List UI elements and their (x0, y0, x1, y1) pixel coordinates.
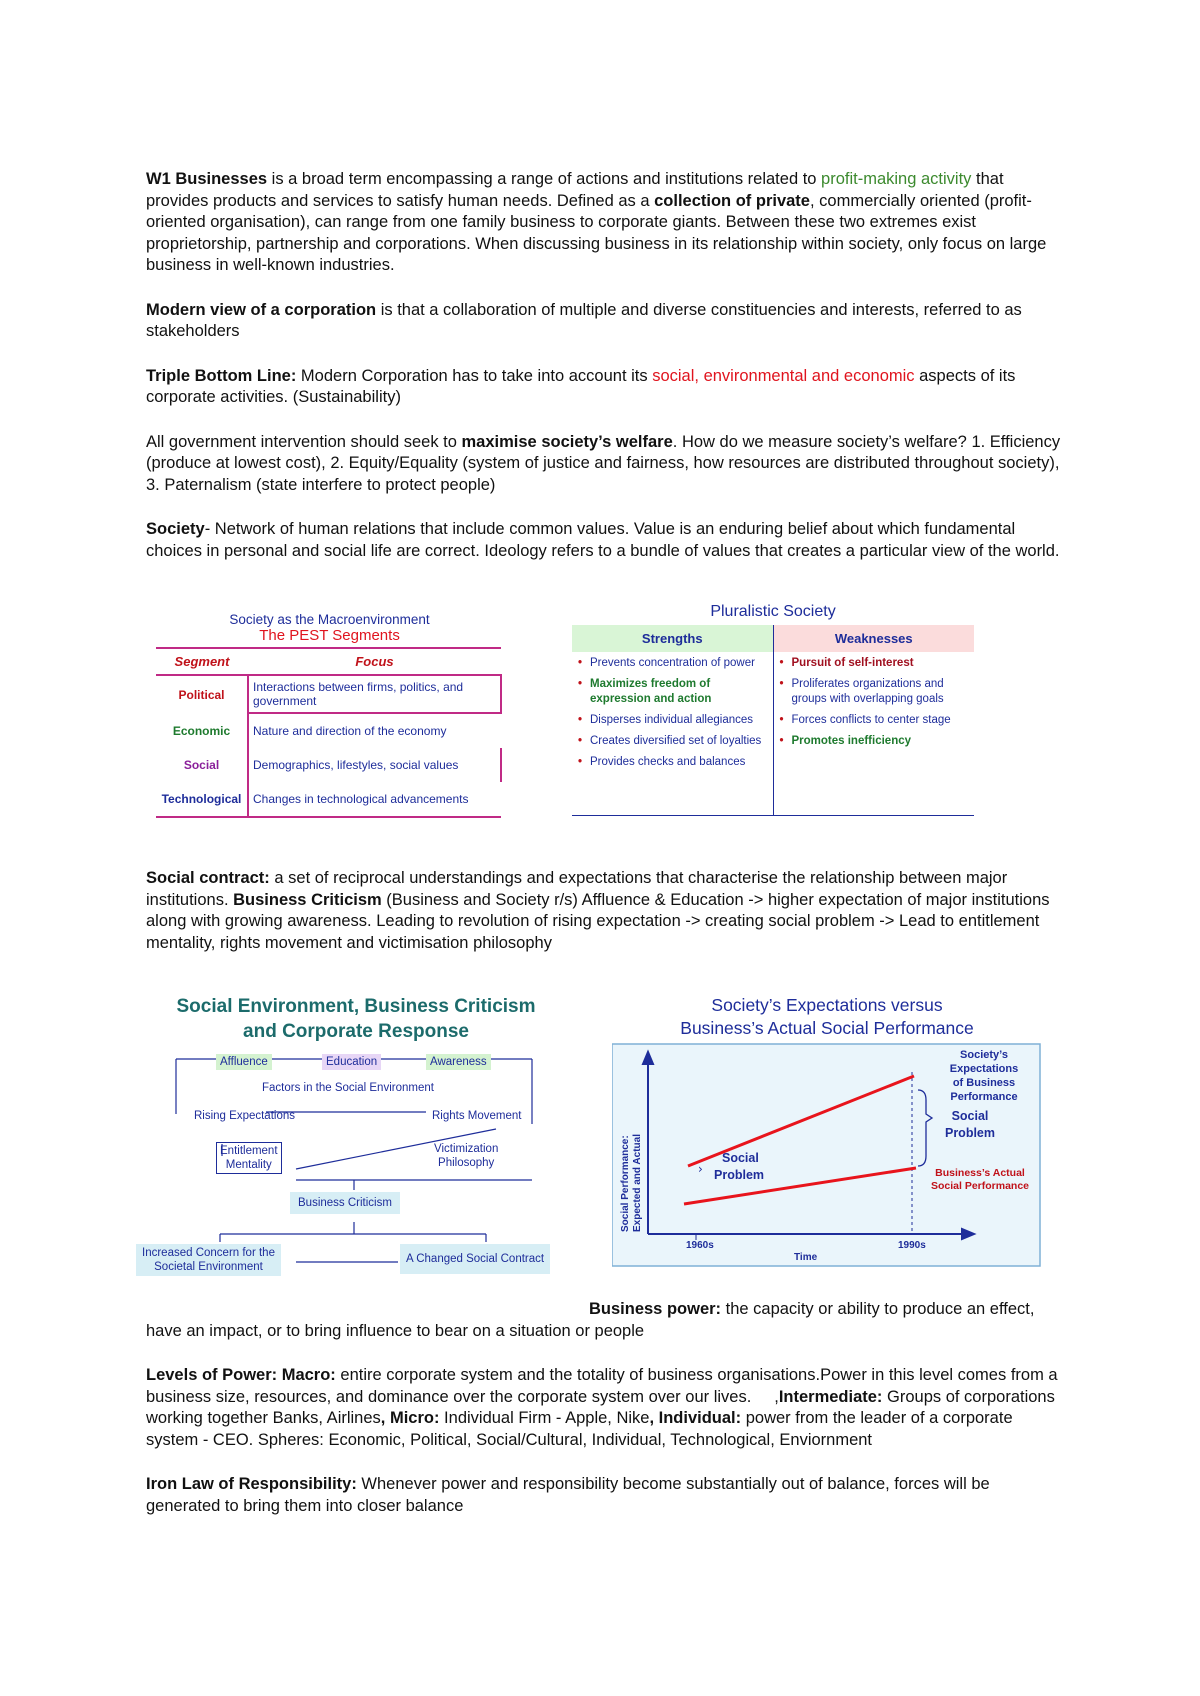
entitlement-box: Entitlement Mentality (216, 1142, 282, 1174)
list-item: • Forces conflicts to center stage (792, 713, 971, 728)
x-tick-start: 1960s (686, 1240, 714, 1251)
weaknesses-header: Weaknesses (774, 625, 975, 652)
changed-contract-box: A Changed Social Contract (400, 1244, 550, 1274)
criticism-subtitle: and Corporate Response (243, 1021, 469, 1042)
strengths-header: Strengths (572, 625, 773, 652)
table-row: Economic Nature and direction of the economy (156, 713, 501, 748)
list-item: • Promotes inefficiency (792, 734, 971, 749)
expectations-plot (612, 1042, 1042, 1292)
pest-title: Society as the Macroenvironment (229, 612, 430, 627)
weaknesses-column (774, 625, 975, 815)
expectations-subtitle: Business’s Actual Social Performance (680, 1018, 974, 1038)
table-row: Technological Changes in technological advancements (156, 782, 501, 817)
factors-label: Factors in the Social Environment (262, 1082, 434, 1094)
pest-segments-figure (152, 612, 507, 822)
victimization-box: Victimization Philosophy (434, 1143, 499, 1169)
label-expectations-2: Expectations (949, 1063, 1019, 1075)
paragraph-businesses: W1 Businesses is a broad term encompassing a range of actions and institutions related to profit-making activity that provides products and services to satisfy human needs. Defined as a collection of private, commercially oriented (profit-oriented organisation), can range from one family business to corporate giants. Between these two extremes exist proprietorship, partnership and corporations. When discussing business in its relationship within society, only focus on large business in well-known industries. (146, 170, 1047, 274)
affluence-box: Affluence (216, 1054, 272, 1070)
list-item: • Prevents concentration of power (590, 656, 769, 671)
strengths-column (572, 625, 774, 815)
paragraph-business-power: Business power: the capacity or ability to produce an effect, have an impact, or to bring influence to bear on a situation or people (146, 1300, 1035, 1340)
paragraph-society: Society- Network of human relations that include common values. Value is an enduring belief about which fundamental choices in personal and social life are correct. Ideology refers to a bundle of values that creates a particular view of the world. (146, 520, 1060, 560)
small-arrow-icon: › (698, 1162, 703, 1176)
label-social-problem-left-1: Social (722, 1151, 759, 1165)
label-actual-2: Social Performance (930, 1180, 1030, 1192)
expectations-chart (612, 994, 1042, 1290)
pest-table (156, 647, 502, 818)
education-box: Education (322, 1054, 381, 1070)
label-expectations-1: Society’s (960, 1049, 1008, 1061)
label-actual-1: Business’s Actual (935, 1167, 1025, 1179)
pest-subtitle: The PEST Segments (259, 627, 400, 644)
rising-expectations-label: Rising Expectations (194, 1110, 295, 1122)
business-criticism-box: Business Criticism (290, 1192, 400, 1214)
label-expectations-3: of Business (952, 1077, 1016, 1089)
expectations-title: Society’s Expectations versus (711, 995, 943, 1015)
list-item: • Proliferates organizations and groups with overlapping goals (792, 677, 971, 707)
list-item: • Pursuit of self-interest (792, 656, 971, 671)
label-social-problem-right-2: Problem (944, 1126, 996, 1140)
document-body (146, 169, 1066, 1540)
awareness-box: Awareness (426, 1054, 491, 1070)
list-item: • Maximizes freedom of expression and action (590, 677, 769, 707)
y-axis-label-2: Expected and Actual (632, 1134, 643, 1232)
pluralistic-society-figure (572, 603, 974, 829)
paragraph-social-contract: Social contract: a set of reciprocal understandings and expectations that characterise the relationship between major institutions. Business Criticism (Business and Society r/s) Affluence & Education -> higher expectation of major institutions along with growing awareness. Leading to revolution of rising expectation -> creating social problem -> Lead to entitlement mentality, rights movement and victimisation philosophy (146, 869, 1050, 952)
business-criticism-diagram (136, 994, 576, 1284)
pest-header-focus: Focus (248, 648, 501, 675)
label-social-problem-right-1: Social (951, 1109, 989, 1123)
criticism-title: Social Environment, Business Criticism (176, 996, 536, 1017)
increased-concern-box: Increased Concern for the Societal Environment (136, 1244, 281, 1276)
y-axis-label-1: Social Performance: (620, 1135, 631, 1232)
x-tick-end: 1990s (898, 1240, 926, 1251)
pest-header-segment: Segment (156, 648, 248, 675)
paragraph-iron-law: Iron Law of Responsibility: Whenever power and responsibility become substantially out of balance, forces will be generated to bring them into closer balance (146, 1475, 990, 1515)
label-social-problem-left-2: Problem (714, 1168, 765, 1182)
list-item: • Creates diversified set of loyalties (590, 734, 769, 749)
label-expectations-4: Performance (950, 1091, 1018, 1103)
paragraph-modern-view: Modern view of a corporation is that a collaboration of multiple and diverse constituencies and interests, referred to as stakeholders (146, 300, 1022, 340)
list-item: • Provides checks and balances (590, 755, 769, 770)
paragraph-triple-bottom-line: Triple Bottom Line: Modern Corporation has to take into account its social, environmental and economic aspects of its corporate activities. (Sustainability) (146, 366, 1016, 406)
term-businesses: W1 Businesses (146, 170, 268, 188)
paragraph-levels-of-power: Levels of Power: Macro: entire corporate system and the totality of business organisations.Power in this level comes from a business size, resources, and dominance over the corporate system over our lives. ,Intermediate: Groups of corporations working together Banks, Airlines, Micro: Individual Firm - Apple, Nike, Individual: power from the leader of a corporate system - CEO. Spheres: Economic, Political, Social/Cultural, Individual, Technological, Enviornment (146, 1366, 1058, 1449)
table-row: Political Interactions between firms, politics, and government (156, 675, 501, 713)
x-axis-label: Time (794, 1252, 818, 1263)
paragraph-government-intervention: All government intervention should seek to maximise society’s welfare. How do we measure society’s welfare? 1. Efficiency (produce at lowest cost), 2. Equity/Equality (system of justice and fairness, how resources are distributed throughout society), 3. Paternalism (state interfere to protect people) (146, 432, 1061, 494)
pluralistic-title: Pluralistic Society (710, 603, 836, 620)
list-item: • Disperses individual allegiances (590, 713, 769, 728)
rights-movement-label: Rights Movement (432, 1110, 522, 1122)
table-row: Social Demographics, lifestyles, social values (156, 748, 501, 782)
